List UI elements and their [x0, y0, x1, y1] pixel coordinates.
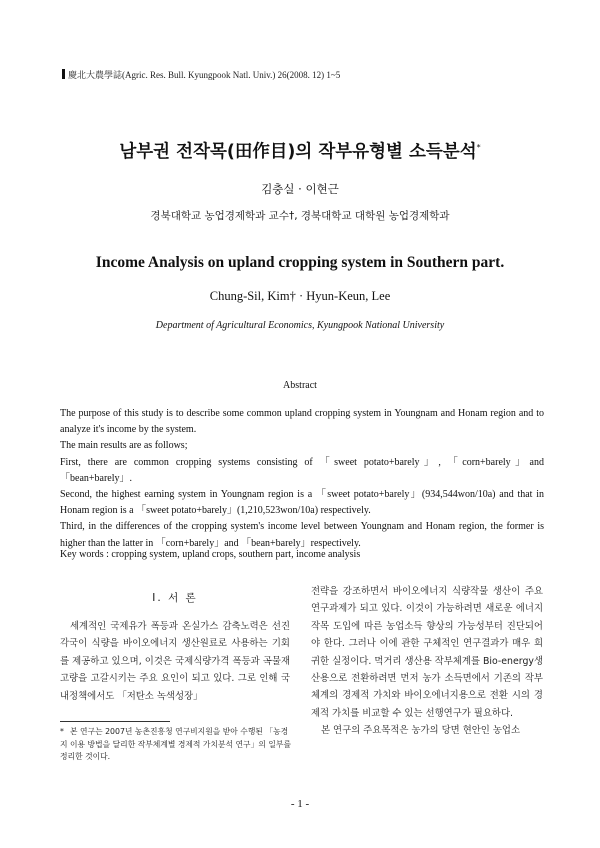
keywords: Key words : cropping system, upland crops, southern part, income analysis	[60, 549, 361, 560]
abstract-body	[60, 406, 544, 552]
left-column-body	[60, 618, 290, 705]
abstract-paragraph: The main results are as follows;	[60, 440, 188, 452]
page-number: - 1 -	[290, 798, 310, 810]
abstract-paragraph: Third, in the differences of the cropping system's income level between Youngnam and Honam region, the former is higher than the latter in 「corn+barely」and 「bean+barely」respectively.	[60, 521, 544, 549]
body-paragraph: 본 연구의 주요목적은 농가의 당면 현안인 농업소	[321, 725, 521, 737]
english-affiliation: Department of Agricultural Economics, Kyungpook National University	[155, 320, 445, 331]
citation-bar	[62, 69, 65, 79]
footnote-symbol: *	[60, 727, 64, 736]
korean-affiliation: 경북대학교 농업경제학과 교수†, 경북대학교 대학원 농업경제학과	[150, 210, 450, 222]
right-column-body	[311, 583, 543, 740]
abstract-paragraph: The purpose of this study is to describe some common upland cropping system in Youngnam and Honam region and to analyze it's income by the system.	[60, 408, 544, 436]
english-title: Income Analysis on upland cropping system in Southern part.	[95, 254, 505, 271]
section-heading-introduction: Ⅰ. 서 론	[152, 592, 198, 604]
abstract-paragraph: First, there are common cropping systems consisting of 「sweet potato+barely」, 「corn+barely」and 「bean+barely」.	[60, 456, 544, 484]
korean-title	[0, 138, 600, 163]
journal-citation	[62, 68, 340, 81]
english-authors: Chung-Sil, Kim† · Hyun-Keun, Lee	[209, 289, 391, 303]
korean-authors: 김충실 · 이현근	[261, 182, 339, 196]
korean-title-text: 남부권 전작목(田作目)의 작부유형별 소득분석	[119, 142, 477, 162]
abstract-paragraph: Second, the highest earning system in Youngnam region is a 「sweet potato+barely」(934,544won/10a) and that in Honam region is a 「sweet potato+barely」(1,210,523won/10a) respectively.	[60, 489, 544, 517]
footnote-text: 본 연구는 2007년 농촌진흥청 연구비지원을 받아 수행된 「농경지 이용 방법을 달리한 작부체계별 경제적 가치분석 연구」의 일부를 정리한 것이다.	[60, 727, 291, 762]
footnote	[60, 726, 292, 764]
title-footnote-mark: *	[476, 143, 481, 153]
abstract-heading: Abstract	[283, 380, 317, 391]
intro-paragraph: 세계적인 국제유가 폭등과 온실가스 감축노력은 선진각국이 식량을 바이오에너지 생산원료로 사용하는 기회를 제공하고 있으며, 이것은 국제식량가격 폭등과 곡물재고량을 고갈시키는 주요 요인이 되고 있다. 그로 인해 국내정책에서도 「저탄소 녹색성장」	[60, 621, 290, 702]
body-paragraph: 전략을 강조하면서 바이오에너지 식량작물 생산이 주요 연구과제가 되고 있다. 이것이 가능하려면 새로운 에너지 작목 도입에 따른 농업소득 향상의 가능성부터 진단되어야 한다. 그러나 이에 관한 구체적인 연구결과가 매우 희귀한 실정이다. 먹거리 생산용 작부체계를 Bio-energy생산용으로 전환하려면 먼저 농가 소득면에서 기존의 작부체계의 경제적 가치와 바이오에너지용으로 전환 시의 경제적 가치를 비교할 수 있는 선행연구가 필요하다.	[311, 586, 543, 719]
footnote-rule	[60, 721, 170, 722]
journal-citation-text: 慶北大農學誌(Agric. Res. Bull. Kyungpook Natl. Univ.) 26(2008. 12) 1~5	[68, 70, 341, 80]
